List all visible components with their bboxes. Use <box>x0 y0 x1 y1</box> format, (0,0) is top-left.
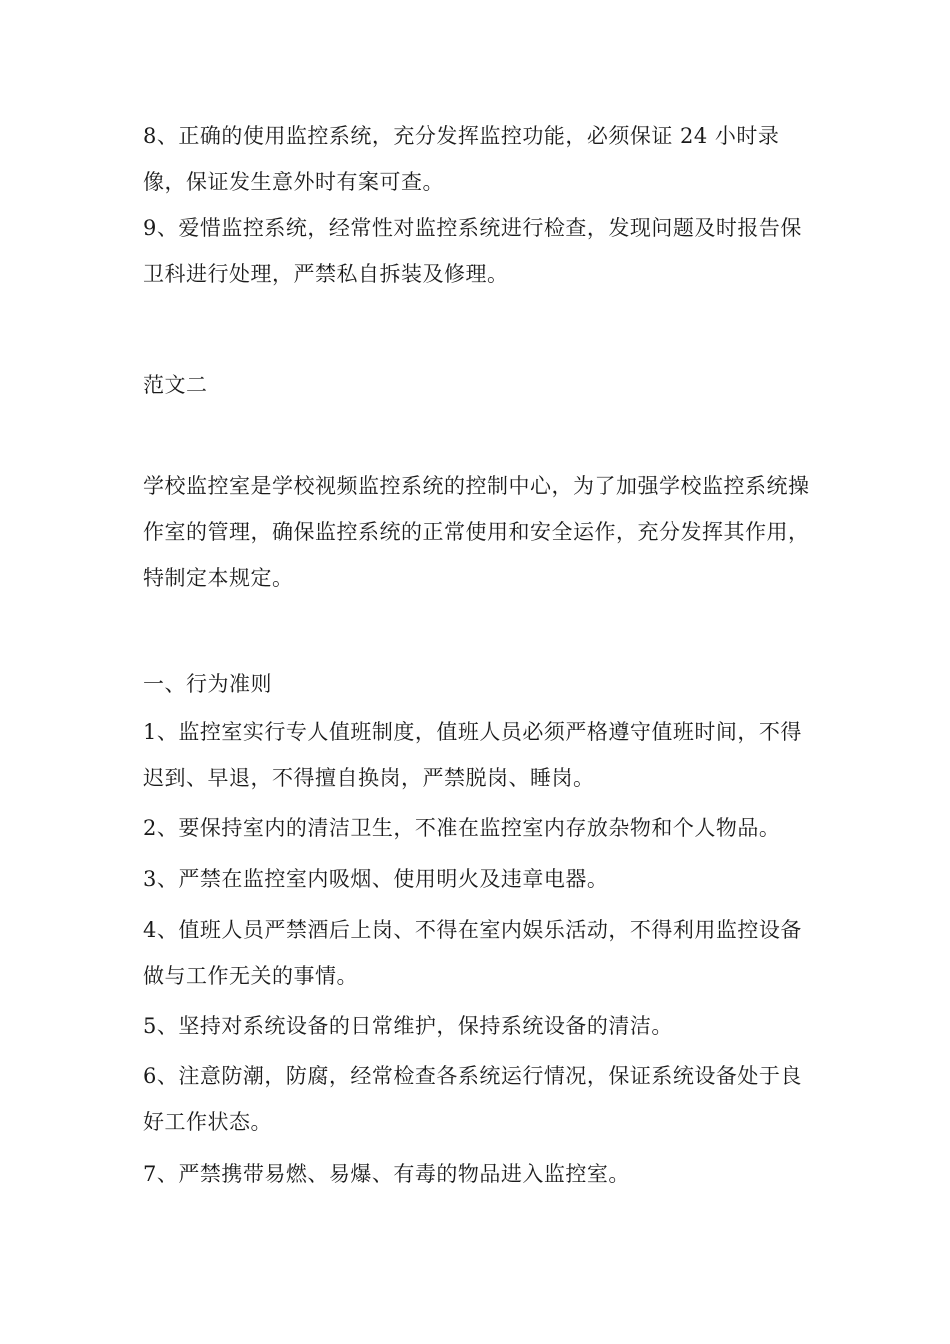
rule-item-7: 7、严禁携带易燃、易爆、有毒的物品进入监控室。 <box>143 1162 630 1186</box>
rule-item-2: 2、要保持室内的清洁卫生，不准在监控室内存放杂物和个人物品。 <box>143 816 781 840</box>
rule-item-1: 1、监控室实行专人值班制度，值班人员必须严格遵守值班时间，不得迟到、早退，不得擅自换岗，严禁脱岗、睡岗。 <box>143 720 802 790</box>
heading-behavior-rules: 一、行为准则 <box>143 672 272 696</box>
rule-item-3: 3、严禁在监控室内吸烟、使用明火及违章电器。 <box>143 867 609 891</box>
intro-paragraph: 学校监控室是学校视频监控系统的控制中心，为了加强学校监控系统操作室的管理，确保监控系统的正常使用和安全运作，充分发挥其作用，特制定本规定。 <box>143 474 810 590</box>
rule-item-5: 5、坚持对系统设备的日常维护，保持系统设备的清洁。 <box>143 1014 673 1038</box>
rule-item-4: 4、值班人员严禁酒后上岗、不得在室内娱乐活动，不得利用监控设备做与工作无关的事情。 <box>143 918 802 988</box>
rule-item-6: 6、注意防潮，防腐，经常检查各系统运行情况，保证系统设备处于良好工作状态。 <box>143 1064 802 1134</box>
section-title: 范文二 <box>143 373 208 397</box>
paragraph-item-8: 8、正确的使用监控系统，充分发挥监控功能，必须保证 24 小时录像，保证发生意外时有案可查。 <box>143 124 780 194</box>
paragraph-item-9: 9、爱惜监控系统，经常性对监控系统进行检查，发现问题及时报告保卫科进行处理，严禁私自拆装及修理。 <box>143 216 802 286</box>
